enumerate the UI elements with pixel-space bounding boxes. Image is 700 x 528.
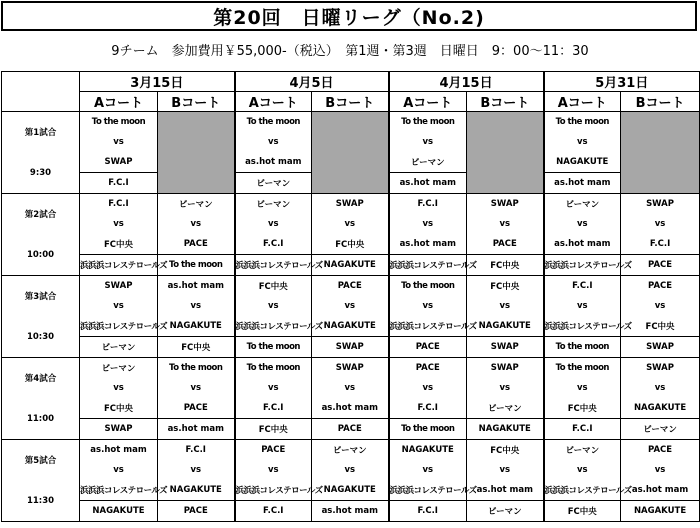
court-header-b: Bコート	[621, 92, 700, 112]
home-team: PACE	[312, 276, 389, 297]
home-team: F.C.I	[158, 440, 235, 461]
league-info: 9チーム 参加費用￥55,000-（税込） 第1週・第3週 日曜日 9：00〜11：30	[111, 44, 589, 59]
away-team: NAGAKUTE	[544, 152, 621, 173]
away-team: 浜浜浜コレステロールズ	[235, 316, 312, 337]
home-team: SWAP	[312, 194, 389, 215]
court-header-a: Aコート	[80, 92, 158, 112]
away-team: NAGAKUTE	[158, 480, 235, 501]
referee-team: F.C.I	[80, 173, 158, 194]
vs-label: vs	[158, 296, 235, 316]
vs-label: vs	[621, 214, 700, 234]
home-team: PACE	[389, 358, 467, 379]
vs-label: vs	[389, 296, 467, 316]
vs-label: vs	[235, 296, 312, 316]
court-header-a: Aコート	[544, 92, 621, 112]
vs-label: vs	[158, 214, 235, 234]
court-header-a: Aコート	[235, 92, 312, 112]
away-team: FC中央	[621, 316, 700, 337]
match-label: 第2試合	[2, 194, 80, 235]
vs-label: vs	[80, 378, 158, 398]
home-team: SWAP	[467, 194, 544, 215]
date-header: 5月31日	[544, 72, 700, 92]
away-team: SWAP	[80, 152, 158, 173]
home-team: To the moon	[389, 112, 467, 133]
vs-label: vs	[621, 460, 700, 480]
vs-label: vs	[235, 378, 312, 398]
referee-team: SWAP	[621, 337, 700, 358]
vs-label: vs	[621, 296, 700, 316]
match-label: 第1試合	[2, 112, 80, 153]
home-team: PACE	[235, 440, 312, 461]
match-row	[2, 501, 700, 522]
referee-team: To the moon	[235, 337, 312, 358]
vs-label: vs	[312, 378, 389, 398]
referee-team: as.hot mam	[389, 173, 467, 194]
vs-label: vs	[158, 460, 235, 480]
away-team: NAGAKUTE	[158, 316, 235, 337]
home-team: SWAP	[312, 358, 389, 379]
away-team: 浜浜浜コレステロールズ	[544, 480, 621, 501]
away-team: NAGAKUTE	[312, 316, 389, 337]
home-team: SWAP	[621, 194, 700, 215]
match-row	[2, 276, 700, 297]
home-team: To the moon	[389, 276, 467, 297]
home-team: To the moon	[158, 358, 235, 379]
referee-team: PACE	[312, 419, 389, 440]
away-team: 浜浜浜コレステロールズ	[235, 480, 312, 501]
home-team: as.hot mam	[158, 276, 235, 297]
vs-label: vs	[389, 132, 467, 152]
match-time: 11:00	[2, 398, 80, 440]
referee-team: as.hot mam	[158, 419, 235, 440]
court-header-b: Bコート	[158, 92, 235, 112]
referee-team: 浜浜浜コレステロールズ	[389, 255, 467, 276]
away-team: as.hot mam	[467, 480, 544, 501]
vs-label: vs	[80, 460, 158, 480]
referee-team: 浜浜浜コレステロールズ	[544, 255, 621, 276]
referee-team: NAGAKUTE	[621, 501, 700, 522]
empty-court-cell	[312, 112, 389, 194]
match-row	[2, 234, 700, 255]
home-team: To the moon	[544, 358, 621, 379]
vs-label: vs	[467, 214, 544, 234]
referee-team: PACE	[389, 337, 467, 358]
vs-label: vs	[235, 132, 312, 152]
vs-label: vs	[467, 296, 544, 316]
home-team: ビーマン	[235, 194, 312, 215]
away-team: F.C.I	[621, 234, 700, 255]
referee-team: FC中央	[235, 419, 312, 440]
referee-team: PACE	[158, 501, 235, 522]
vs-label: vs	[389, 378, 467, 398]
home-team: NAGAKUTE	[389, 440, 467, 461]
home-team: PACE	[621, 276, 700, 297]
home-team: To the moon	[544, 112, 621, 133]
away-team: FC中央	[80, 234, 158, 255]
away-team: NAGAKUTE	[312, 480, 389, 501]
vs-label: vs	[158, 378, 235, 398]
referee-team: ビーマン	[621, 419, 700, 440]
home-team: To the moon	[235, 112, 312, 133]
vs-label: vs	[544, 296, 621, 316]
home-team: ビーマン	[80, 358, 158, 379]
home-team: To the moon	[235, 358, 312, 379]
referee-team: FC中央	[158, 337, 235, 358]
referee-team: PACE	[621, 255, 700, 276]
vs-label: vs	[621, 378, 700, 398]
referee-team: To the moon	[544, 337, 621, 358]
schedule-table	[1, 71, 700, 522]
away-team: F.C.I	[235, 398, 312, 419]
match-row	[2, 460, 700, 480]
date-header: 4月5日	[235, 72, 389, 92]
home-team: F.C.I	[389, 194, 467, 215]
date-header: 4月15日	[389, 72, 544, 92]
referee-team: 浜浜浜コレステロールズ	[80, 255, 158, 276]
referee-team: as.hot mam	[544, 173, 621, 194]
vs-label: vs	[80, 132, 158, 152]
vs-label: vs	[544, 214, 621, 234]
home-team: FC中央	[467, 276, 544, 297]
referee-team: ビーマン	[235, 173, 312, 194]
match-row	[2, 398, 700, 419]
referee-team: NAGAKUTE	[467, 419, 544, 440]
home-team: ビーマン	[312, 440, 389, 461]
court-header-b: Bコート	[467, 92, 544, 112]
away-team: as.hot mam	[235, 152, 312, 173]
vs-label: vs	[389, 460, 467, 480]
corner-cell	[2, 72, 80, 112]
away-team: 浜浜浜コレステロールズ	[80, 480, 158, 501]
referee-team: FC中央	[544, 501, 621, 522]
home-team: ビーマン	[544, 194, 621, 215]
referee-team: SWAP	[312, 337, 389, 358]
match-row	[2, 480, 700, 501]
home-team: SWAP	[621, 358, 700, 379]
referee-team: SWAP	[80, 419, 158, 440]
referee-team: F.C.I	[544, 419, 621, 440]
away-team: F.C.I	[389, 398, 467, 419]
referee-team: F.C.I	[235, 501, 312, 522]
vs-label: vs	[467, 378, 544, 398]
vs-label: vs	[544, 378, 621, 398]
away-team: FC中央	[312, 234, 389, 255]
home-team: as.hot mam	[80, 440, 158, 461]
referee-team: F.C.I	[389, 501, 467, 522]
referee-team: as.hot mam	[312, 501, 389, 522]
vs-label: vs	[235, 460, 312, 480]
match-row	[2, 419, 700, 440]
away-team: FC中央	[544, 398, 621, 419]
page-title: 第20回 日曜リーグ（No.2)	[1, 1, 697, 31]
away-team: as.hot mam	[621, 480, 700, 501]
referee-team: ビーマン	[467, 501, 544, 522]
court-header-b: Bコート	[312, 92, 389, 112]
away-team: FC中央	[80, 398, 158, 419]
match-time: 10:00	[2, 234, 80, 276]
away-team: as.hot mam	[312, 398, 389, 419]
away-team: ビーマン	[389, 152, 467, 173]
vs-label: vs	[312, 296, 389, 316]
match-time: 11:30	[2, 480, 80, 522]
match-row	[2, 337, 700, 358]
match-time: 10:30	[2, 316, 80, 358]
vs-label: vs	[389, 214, 467, 234]
away-team: ビーマン	[467, 398, 544, 419]
referee-team: To the moon	[158, 255, 235, 276]
vs-label: vs	[467, 460, 544, 480]
referee-team: NAGAKUTE	[80, 501, 158, 522]
referee-team: NAGAKUTE	[312, 255, 389, 276]
away-team: as.hot mam	[544, 234, 621, 255]
home-team: ビーマン	[544, 440, 621, 461]
match-row	[2, 194, 700, 215]
vs-label: vs	[312, 460, 389, 480]
away-team: as.hot mam	[389, 234, 467, 255]
empty-court-cell	[467, 112, 544, 194]
vs-label: vs	[235, 214, 312, 234]
away-team: PACE	[158, 398, 235, 419]
match-row	[2, 112, 700, 133]
vs-label: vs	[80, 296, 158, 316]
away-team: 浜浜浜コレステロールズ	[389, 480, 467, 501]
match-label: 第3試合	[2, 276, 80, 317]
home-team: FC中央	[235, 276, 312, 297]
match-time: 9:30	[2, 152, 80, 194]
match-label: 第4試合	[2, 358, 80, 399]
vs-label: vs	[312, 214, 389, 234]
referee-team: To the moon	[389, 419, 467, 440]
date-header: 3月15日	[80, 72, 235, 92]
vs-label: vs	[80, 214, 158, 234]
referee-team: ビーマン	[80, 337, 158, 358]
away-team: F.C.I	[235, 234, 312, 255]
match-row	[2, 378, 700, 398]
home-team: F.C.I	[544, 276, 621, 297]
match-row	[2, 296, 700, 316]
home-team: To the moon	[80, 112, 158, 133]
away-team: 浜浜浜コレステロールズ	[80, 316, 158, 337]
match-row	[2, 440, 700, 461]
empty-court-cell	[621, 112, 700, 194]
match-label: 第5試合	[2, 440, 80, 481]
match-row	[2, 358, 700, 379]
match-row	[2, 214, 700, 234]
match-row	[2, 255, 700, 276]
home-team: FC中央	[467, 440, 544, 461]
court-header-a: Aコート	[389, 92, 467, 112]
away-team: 浜浜浜コレステロールズ	[544, 316, 621, 337]
home-team: SWAP	[80, 276, 158, 297]
home-team: F.C.I	[80, 194, 158, 215]
referee-team: SWAP	[467, 337, 544, 358]
away-team: NAGAKUTE	[467, 316, 544, 337]
home-team: ビーマン	[158, 194, 235, 215]
referee-team: FC中央	[467, 255, 544, 276]
empty-court-cell	[158, 112, 235, 194]
vs-label: vs	[544, 460, 621, 480]
vs-label: vs	[544, 132, 621, 152]
away-team: PACE	[158, 234, 235, 255]
away-team: 浜浜浜コレステロールズ	[389, 316, 467, 337]
away-team: NAGAKUTE	[621, 398, 700, 419]
away-team: PACE	[467, 234, 544, 255]
home-team: PACE	[621, 440, 700, 461]
referee-team: 浜浜浜コレステロールズ	[235, 255, 312, 276]
match-row	[2, 316, 700, 337]
home-team: SWAP	[467, 358, 544, 379]
